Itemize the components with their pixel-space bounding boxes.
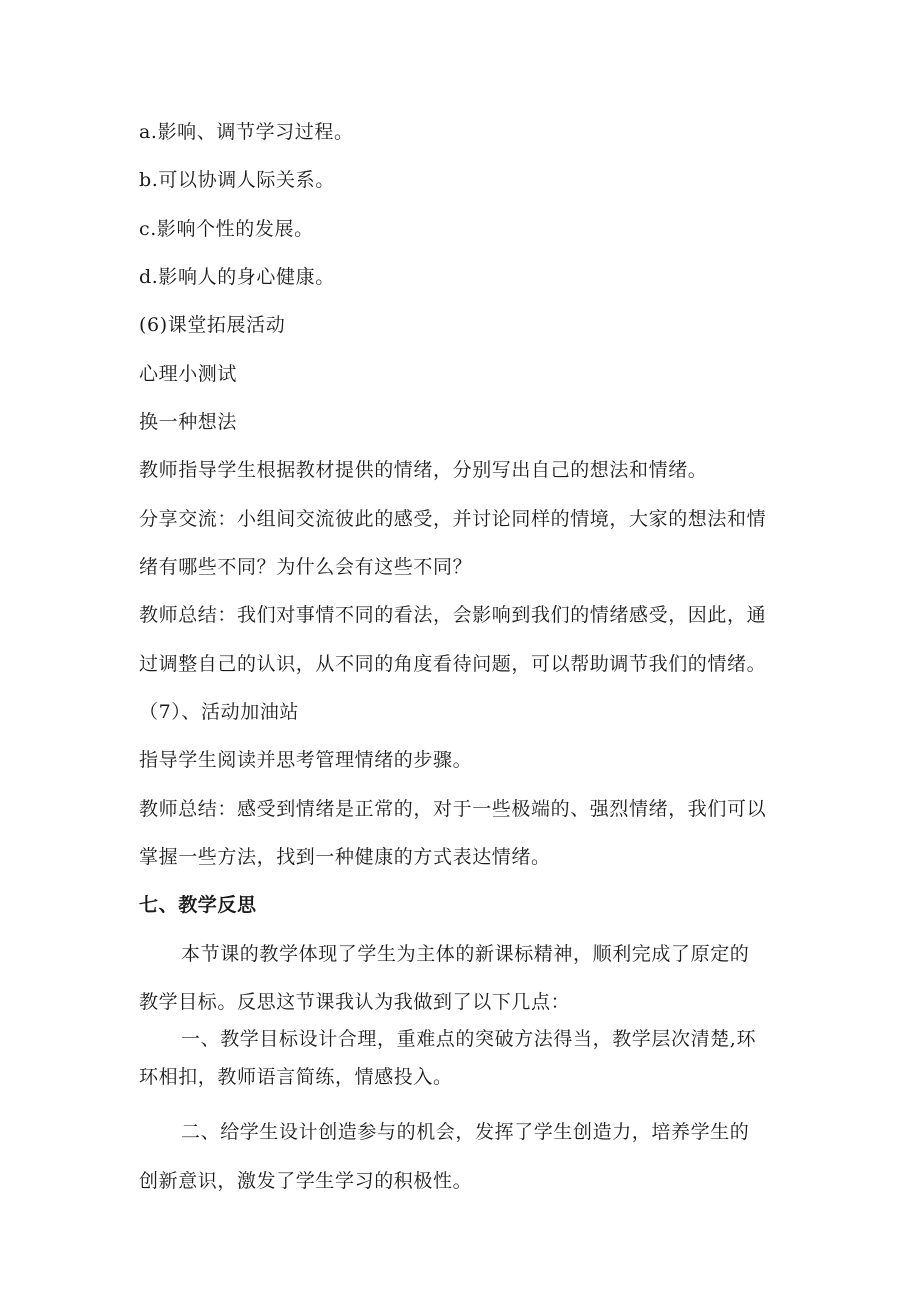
paragraph-point-1-line-1: 一、教学目标设计合理，重难点的突破方法得当，教学层次清楚,环 — [181, 1028, 757, 1050]
paragraph-share-line-1: 分享交流：小组间交流彼此的感受，并讨论同样的情境，大家的想法和情 — [139, 508, 767, 530]
paragraph-reflection-line-2: 教学目标。反思这节课我认为我做到了以下几点： — [139, 991, 571, 1013]
paragraph-point-2-line-2: 创新意识，激发了学生学习的积极性。 — [139, 1170, 473, 1192]
list-item-c: c.影响个性的发展。 — [139, 218, 314, 240]
list-item-b: b.可以协调人际关系。 — [139, 169, 335, 191]
section-heading-7: （7）、活动加油站 — [139, 701, 299, 723]
paragraph-point-1-line-2: 环相扣，教师语言简练，情感投入。 — [139, 1066, 453, 1088]
activity-title-psych-test: 心理小测试 — [139, 363, 238, 385]
paragraph-summary2-line-1: 教师总结：感受到情绪是正常的，对于一些极端的、强烈情绪，我们可以 — [139, 798, 767, 820]
section-heading-6: (6)课堂拓展活动 — [139, 314, 286, 336]
section-heading-reflection: 七、教学反思 — [139, 894, 257, 916]
paragraph-reading-guide: 指导学生阅读并思考管理情绪的步骤。 — [139, 749, 473, 771]
list-item-d: d.影响人的身心健康。 — [139, 266, 335, 288]
paragraph-summary-line-1: 教师总结：我们对事情不同的看法，会影响到我们的情绪感受，因此，通 — [139, 604, 767, 626]
activity-title-change-thinking: 换一种想法 — [139, 411, 238, 433]
paragraph-reflection-line-1: 本节课的教学体现了学生为主体的新课标精神，顺利完成了原定的 — [181, 943, 750, 965]
paragraph-summary2-line-2: 掌握一些方法，找到一种健康的方式表达情绪。 — [139, 846, 551, 868]
paragraph-teacher-guide: 教师指导学生根据教材提供的情绪，分别写出自己的想法和情绪。 — [139, 459, 708, 481]
paragraph-share-line-2: 绪有哪些不同？为什么会有这些不同？ — [139, 556, 473, 578]
list-item-a: a.影响、调节学习过程。 — [139, 121, 354, 143]
paragraph-point-2-line-1: 二、给学生设计创造参与的机会，发挥了学生创造力，培养学生的 — [181, 1121, 750, 1143]
paragraph-summary-line-2: 过调整自己的认识，从不同的角度看待问题，可以帮助调节我们的情绪。 — [139, 653, 767, 675]
